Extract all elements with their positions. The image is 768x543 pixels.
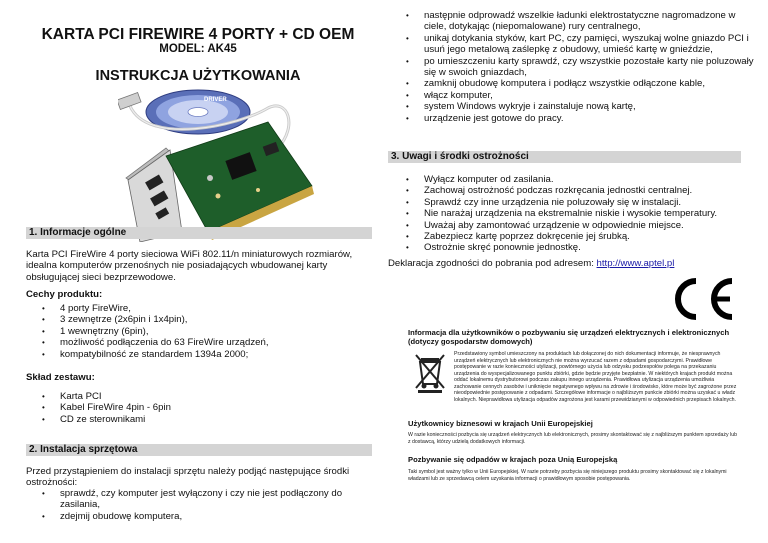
list-item: • 3 zewnętrze (2x6pin i 1x4pin), xyxy=(60,314,370,325)
weee-heading: Informacja dla użytkowników o pozbywaniu się urządzeń elektrycznych i elektronicznych (dotyczy gospodarstw domowych) xyxy=(408,328,730,346)
weee-eu-body: W razie konieczności pozbycia się urządzeń elektrycznych lub elektronicznych, prosimy skontaktować się z najbliższym punktem sprzedaży lub z dostawcą, którzy udzielą dodatkowych informacji. xyxy=(408,432,737,445)
install-steps-left xyxy=(60,488,372,522)
weee-non-eu-heading: Pozbywanie się odpadów w krajach poza Unią Europejską xyxy=(408,455,618,464)
weee-non-eu-body: Taki symbol jest ważny tylko w Unii Europejskiej. W razie potrzeby pozbycia się niniejszego produktu prosimy skontaktować się z lokalnymi władzami lub ze sprzedawcą celem uzyskania informacji o prawidłowym sposobie postępowania. xyxy=(408,469,727,482)
document-title: KARTA PCI FIREWIRE 4 PORTY + CD OEM xyxy=(41,26,355,43)
precautions-list xyxy=(424,174,744,254)
list-item: • kompatybilność ze standardem 1394a 2000; xyxy=(60,349,370,360)
ce-mark-icon xyxy=(666,275,738,323)
contents-list xyxy=(60,391,370,425)
section-1-intro: Karta PCI FireWire 4 porty sieciowa WiFi 802.11/n miniaturowych rozmiarów, idealna komputerów przenośnych nie posiadających wbudowanej karty obsługującej sieci bezprzewodowe. xyxy=(26,249,353,283)
list-item: • Uważaj aby zamontować urządzenie w odpowiednie miejsce. xyxy=(424,220,744,231)
list-item: • Zachowaj ostrożność podczas rozkręcania jednostki centralnej. xyxy=(424,185,744,196)
install-steps-right xyxy=(424,10,754,124)
list-item: • unikaj dotykania styków, kart PC, czy pamięci, wyszukaj wolne gniazdo PCI i usuń jego metalową zaślepkę z obudowy, umieść kartę w gnieździe, xyxy=(424,33,754,56)
list-item: • włącz komputer, xyxy=(424,90,754,101)
list-item: • 4 porty FireWire, xyxy=(60,303,370,314)
list-item: • Sprawdź czy inne urządzenia nie poluzowały się w instalacji. xyxy=(424,197,744,208)
cd-label: DRIVER xyxy=(204,97,227,103)
manual-title: INSTRUKCJA UŻYTKOWANIA xyxy=(95,68,301,84)
contents-heading: Skład zestawu: xyxy=(26,372,95,383)
list-item: • system Windows wykryje i zainstaluje nową kartę, xyxy=(424,101,754,112)
list-item: • CD ze sterownikami xyxy=(60,414,370,425)
features-heading: Cechy produktu: xyxy=(26,289,103,300)
weee-eu-heading: Użytkownicy biznesowi w krajach Unii Europejskiej xyxy=(408,419,593,428)
list-item: • Nie narażaj urządzenia na ekstremalnie niskie i wysokie temperatury. xyxy=(424,208,744,219)
list-item: • po umieszczeniu karty sprawdź, czy wszystkie pozostałe karty nie poluzowały się w swoich gniazdach, xyxy=(424,56,754,79)
list-item: • Karta PCI xyxy=(60,391,370,402)
weee-body: Przedstawiony symbol umieszczony na produktach lub dołączonej do nich dokumentacji informuje, że niesprawnych urządzeń elektrycznych lub elektronicznych nie można wyrzucać razem z odpadami gospodarczymi. Prawidłowe postępowanie w razie konieczności utylizacji, powtórnego użycia lub odzysku podzespołów polega na przekazaniu urządzenia do wyspecjalizowanego punktu zbiórki, gdzie będzie przyjęte bezpłatnie. W niektórych krajach produkt można oddać lokalnemu dystrybutorowi podczas zakupu innego urządzenia. Prawidłowa utylizacja urządzenia umożliwia zachowanie cennych zasobów i uniknięcie negatywnego wpływu na zdrowie i środowisko, które może być zagrożone przez nieodpowiednie postępowanie z odpadami. Szczegółowe informacje o najbliższym punkcie zbiórki można uzyskać u władz lokalnych. Nieprawidłowa utylizacja odpadów zagrożona jest karami przewidzianymi w odpowiednich przepisach lokalnych. xyxy=(454,351,737,403)
list-item: • Kabel FireWire 4pin - 6pin xyxy=(60,402,370,413)
section-3-heading: 3. Uwagi i środki ostrożności xyxy=(388,151,741,163)
declaration-link[interactable]: http://www.aptel.pl xyxy=(596,258,675,269)
list-item: • Wyłącz komputer od zasilania. xyxy=(424,174,744,185)
list-item: • urządzenie jest gotowe do pracy. xyxy=(424,113,754,124)
section-2-heading: 2. Instalacja sprzętowa xyxy=(26,444,372,456)
declaration-text: Deklaracja zgodności do pobrania pod adresem: xyxy=(388,258,597,269)
section-1-heading: 1. Informacje ogólne xyxy=(26,227,372,239)
declaration-line xyxy=(388,258,748,269)
list-item: • zdejmij obudowę komputera, xyxy=(60,511,372,522)
model-number: MODEL: AK45 xyxy=(159,43,237,55)
list-item: • 1 wewnętrzny (6pin), xyxy=(60,326,370,337)
product-image xyxy=(118,86,314,242)
section-2-intro: Przed przystąpieniem do instalacji sprzętu należy podjąć następujące środki ostrożności: xyxy=(26,466,350,489)
list-item: • możliwość podłączenia do 63 FireWire urządzeń, xyxy=(60,337,370,348)
list-item: • Zabezpiecz kartę poprzez dokręcenie jej śrubką. xyxy=(424,231,744,242)
list-item: • sprawdź, czy komputer jest wyłączony i czy nie jest podłączony do zasilania, xyxy=(60,488,372,511)
list-item: • zamknij obudowę komputera i podłącz wszystkie odłączone kable, xyxy=(424,78,754,89)
features-list xyxy=(60,303,370,360)
crossed-bin-icon xyxy=(412,352,448,394)
list-item: • następnie odprowadź wszelkie ładunki elektrostatyczne nagromadzone w ciele, dotykając (niepomalowane) rury centralnego, xyxy=(424,10,754,33)
list-item: • Ostrożnie skręć ponownie jednostkę. xyxy=(424,242,744,253)
